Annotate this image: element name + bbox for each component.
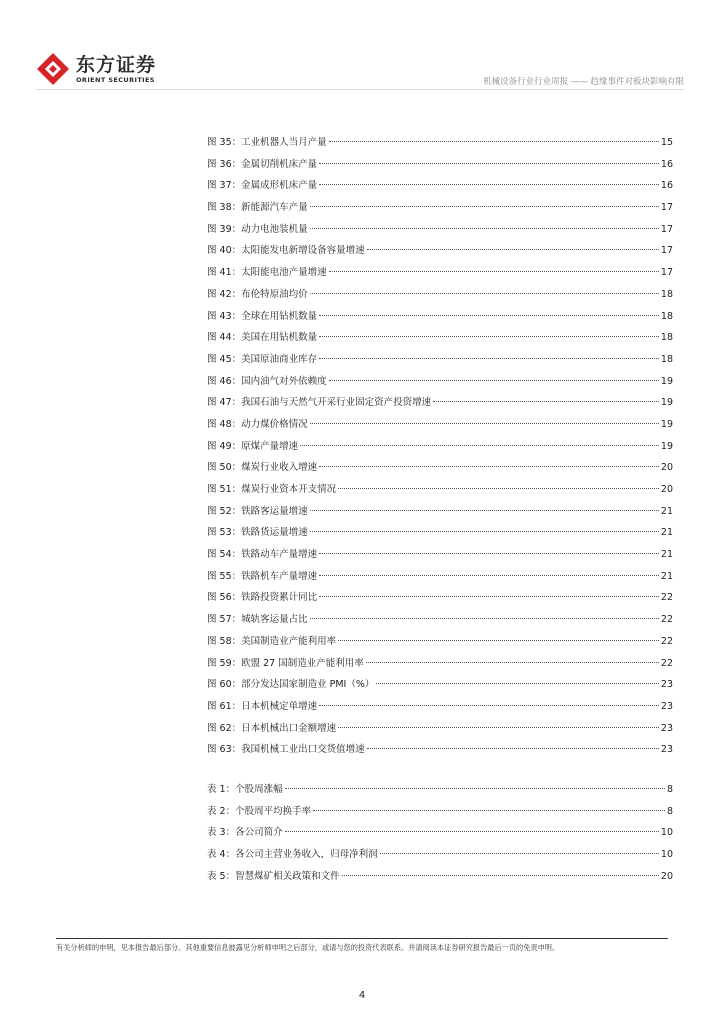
logo-english-name: ORIENT SECURITIES — [76, 75, 155, 84]
figure-toc-entry[interactable] — [207, 653, 673, 675]
toc-dot-leader — [319, 336, 659, 337]
toc-dot-leader — [319, 466, 659, 467]
toc-dot-leader — [367, 249, 659, 250]
toc-entry-label: 图 49：原煤产量增速 — [207, 440, 299, 452]
toc-dot-leader — [285, 831, 659, 832]
toc-entry-page: 23 — [660, 744, 673, 756]
toc-entry-label: 图 51：煤炭行业资本开支情况 — [207, 484, 337, 495]
figure-toc-entry[interactable] — [207, 349, 673, 371]
toc-entry-page: 20 — [660, 462, 673, 474]
toc-entry-label: 图 45：美国原油商业库存 — [207, 353, 318, 365]
toc-dot-leader — [338, 640, 659, 641]
logo-diamond-icon — [36, 52, 70, 86]
toc-dot-leader — [380, 853, 659, 854]
toc-dot-leader — [319, 596, 659, 597]
figure-toc-entry[interactable] — [207, 674, 673, 696]
toc-dot-leader — [310, 510, 659, 511]
figure-toc-entry[interactable] — [207, 284, 673, 306]
toc-dot-leader — [338, 727, 659, 728]
figure-toc-entry[interactable] — [207, 392, 673, 414]
toc-dot-leader — [329, 141, 659, 142]
toc-entry-label: 图 40：太阳能发电新增设备容量增速 — [207, 245, 365, 257]
table-toc-entry[interactable] — [207, 801, 673, 823]
figure-toc-entry[interactable] — [207, 609, 673, 631]
toc-entry-label: 图 47：我国石油与天然气开采行业固定资产投资增速 — [207, 397, 432, 409]
figure-toc-entry[interactable] — [207, 371, 673, 393]
figure-toc-entry[interactable] — [207, 262, 673, 284]
figure-toc-entry[interactable] — [207, 154, 673, 176]
toc-dot-leader — [319, 705, 659, 706]
table-toc-entry[interactable] — [207, 844, 673, 866]
toc-entry-page: 19 — [660, 440, 673, 452]
toc-entry-page: 18 — [660, 310, 673, 322]
toc-entry-page: 17 — [660, 223, 673, 235]
toc-entry-page: 17 — [660, 267, 673, 279]
toc-entry-page: 15 — [660, 137, 673, 148]
toc-entry-page: 20 — [660, 870, 673, 882]
figures-toc — [207, 132, 673, 761]
toc-entry-page: 23 — [660, 722, 673, 734]
figure-toc-entry[interactable] — [207, 739, 673, 761]
toc-dot-leader — [367, 748, 659, 749]
toc-dot-leader — [310, 618, 659, 619]
toc-entry-page: 22 — [660, 614, 673, 626]
toc-entry-label: 图 61：日本机械定单增速 — [207, 700, 318, 712]
toc-entry-label: 图 35：工业机器人当月产量 — [207, 137, 327, 148]
figure-toc-entry[interactable] — [207, 631, 673, 653]
logo-chinese-name: 东方证券 — [76, 53, 157, 76]
figure-toc-entry[interactable] — [207, 696, 673, 718]
page-number: 4 — [358, 990, 366, 1001]
toc-dot-leader — [319, 553, 659, 554]
toc-entry-page: 8 — [666, 784, 673, 795]
toc-entry-page: 16 — [660, 180, 673, 192]
toc-dot-leader — [329, 380, 659, 381]
toc-dot-leader — [310, 531, 659, 532]
toc-dot-leader — [319, 315, 659, 316]
toc-entry-page: 10 — [660, 827, 673, 839]
toc-entry-page: 22 — [660, 635, 673, 647]
figure-toc-entry[interactable] — [207, 544, 673, 566]
company-logo — [36, 52, 156, 86]
toc-dot-leader — [319, 163, 659, 164]
figure-toc-entry[interactable] — [207, 501, 673, 523]
toc-entry-label: 图 43：全球在用钻机数量 — [207, 310, 318, 322]
toc-entry-label: 图 52：铁路客运量增速 — [207, 505, 308, 517]
toc-dot-leader — [319, 358, 659, 359]
toc-entry-page: 16 — [660, 158, 673, 170]
figure-toc-entry[interactable] — [207, 566, 673, 588]
toc-entry-page: 21 — [660, 549, 673, 561]
toc-entry-page: 20 — [660, 484, 673, 495]
toc-dot-leader — [285, 788, 665, 789]
figure-toc-entry[interactable] — [207, 436, 673, 458]
toc-entry-label: 图 53：铁路货运量增速 — [207, 527, 308, 539]
toc-entry-label: 图 62：日本机械出口金额增速 — [207, 722, 337, 734]
toc-entry-page: 21 — [660, 505, 673, 517]
figure-toc-entry[interactable] — [207, 240, 673, 262]
toc-entry-label: 图 39：动力电池装机量 — [207, 223, 308, 235]
toc-entry-label: 图 55：铁路机车产量增速 — [207, 570, 318, 582]
toc-entry-label: 表 2：个股周平均换手率 — [207, 805, 312, 817]
toc-entry-page: 18 — [660, 288, 673, 300]
toc-entry-label: 表 5：智慧煤矿相关政策和文件 — [207, 870, 340, 882]
tables-toc — [207, 779, 673, 887]
table-toc-entry[interactable] — [207, 866, 673, 888]
toc-dot-leader — [366, 662, 659, 663]
figure-toc-entry[interactable] — [207, 197, 673, 219]
toc-entry-label: 图 63：我国机械工业出口交货值增速 — [207, 744, 365, 756]
footer-divider — [56, 938, 668, 939]
toc-entry-page: 22 — [660, 657, 673, 669]
page-header — [0, 0, 724, 92]
toc-entry-page: 21 — [660, 570, 673, 582]
figure-toc-entry[interactable] — [207, 175, 673, 197]
toc-dot-leader — [329, 271, 659, 272]
figure-toc-entry[interactable] — [207, 718, 673, 740]
toc-entry-page: 18 — [660, 332, 673, 344]
toc-entry-label: 图 56：铁路投资累计同比 — [207, 592, 318, 604]
toc-entry-page: 23 — [660, 679, 673, 691]
figure-toc-entry[interactable] — [207, 327, 673, 349]
toc-entry-label: 图 58：美国制造业产能利用率 — [207, 635, 337, 647]
toc-entry-label: 图 36：金属切削机床产量 — [207, 158, 318, 170]
toc-dot-leader — [310, 293, 659, 294]
toc-entry-label: 图 57：城轨客运量占比 — [207, 614, 308, 626]
toc-entry-label: 表 3：各公司简介 — [207, 827, 283, 839]
toc-dot-leader — [338, 488, 659, 489]
toc-entry-page: 10 — [660, 849, 673, 861]
figure-toc-entry[interactable] — [207, 457, 673, 479]
header-divider — [36, 89, 684, 90]
figure-toc-entry[interactable] — [207, 414, 673, 436]
toc-entry-label: 图 50：煤炭行业收入增速 — [207, 462, 318, 474]
toc-dot-leader — [376, 683, 659, 684]
toc-entry-label: 图 42：布伦特原油均价 — [207, 288, 308, 300]
toc-dot-leader — [433, 401, 659, 402]
toc-entry-page: 21 — [660, 527, 673, 539]
toc-entry-page: 22 — [660, 592, 673, 604]
toc-dot-leader — [300, 445, 659, 446]
toc-entry-label: 表 1：个股周涨幅 — [207, 784, 283, 795]
toc-dot-leader — [319, 184, 659, 185]
toc-dot-leader — [310, 228, 659, 229]
figure-toc-entry[interactable] — [207, 219, 673, 241]
toc-dot-leader — [310, 423, 659, 424]
toc-entry-label: 表 4：各公司主营业务收入，归母净利润 — [207, 849, 378, 861]
toc-entry-page: 17 — [660, 245, 673, 257]
toc-entry-label: 图 54：铁路动车产量增速 — [207, 549, 318, 561]
figure-toc-entry[interactable] — [207, 587, 673, 609]
figure-toc-entry[interactable] — [207, 306, 673, 328]
toc-entry-label: 图 37：金属成形机床产量 — [207, 180, 318, 192]
toc-entry-page: 23 — [660, 700, 673, 712]
toc-entry-label: 图 48：动力煤价格情况 — [207, 418, 308, 430]
table-toc-entry[interactable] — [207, 779, 673, 801]
figure-toc-entry[interactable] — [207, 132, 673, 154]
toc-entry-page: 17 — [660, 202, 673, 214]
toc-entry-page: 19 — [660, 375, 673, 387]
report-title: 机械设备行业行业周报 —— 趋缘事件对板块影响有限 — [483, 77, 684, 87]
table-toc-entry[interactable] — [207, 822, 673, 844]
toc-entry-label: 图 38：新能源汽车产量 — [207, 202, 308, 214]
toc-entry-page: 18 — [660, 353, 673, 365]
toc-entry-label: 图 60：部分发达国家制造业 PMI（%） — [207, 679, 375, 691]
toc-entry-page: 19 — [660, 397, 673, 409]
toc-dot-leader — [342, 875, 659, 876]
toc-entry-label: 图 44：美国在用钻机数量 — [207, 332, 318, 344]
disclaimer-note: 有关分析师的申明，见本报告最后部分。其他重要信息披露见分析师申明之后部分，或请与您的投资代表联系。并请阅读本证券研究报告最后一页的免责申明。 — [56, 943, 560, 952]
toc-dot-leader — [319, 575, 659, 576]
toc-entry-page: 8 — [666, 805, 673, 817]
figure-toc-entry[interactable] — [207, 479, 673, 501]
toc-dot-leader — [310, 206, 659, 207]
toc-entry-label: 图 59：欧盟 27 国制造业产能利用率 — [207, 657, 364, 669]
toc-entry-label: 图 41：太阳能电池产量增速 — [207, 267, 327, 279]
figure-toc-entry[interactable] — [207, 522, 673, 544]
toc-entry-page: 19 — [660, 418, 673, 430]
toc-dot-leader — [313, 810, 665, 811]
toc-entry-label: 图 46：国内油气对外依赖度 — [207, 375, 327, 387]
